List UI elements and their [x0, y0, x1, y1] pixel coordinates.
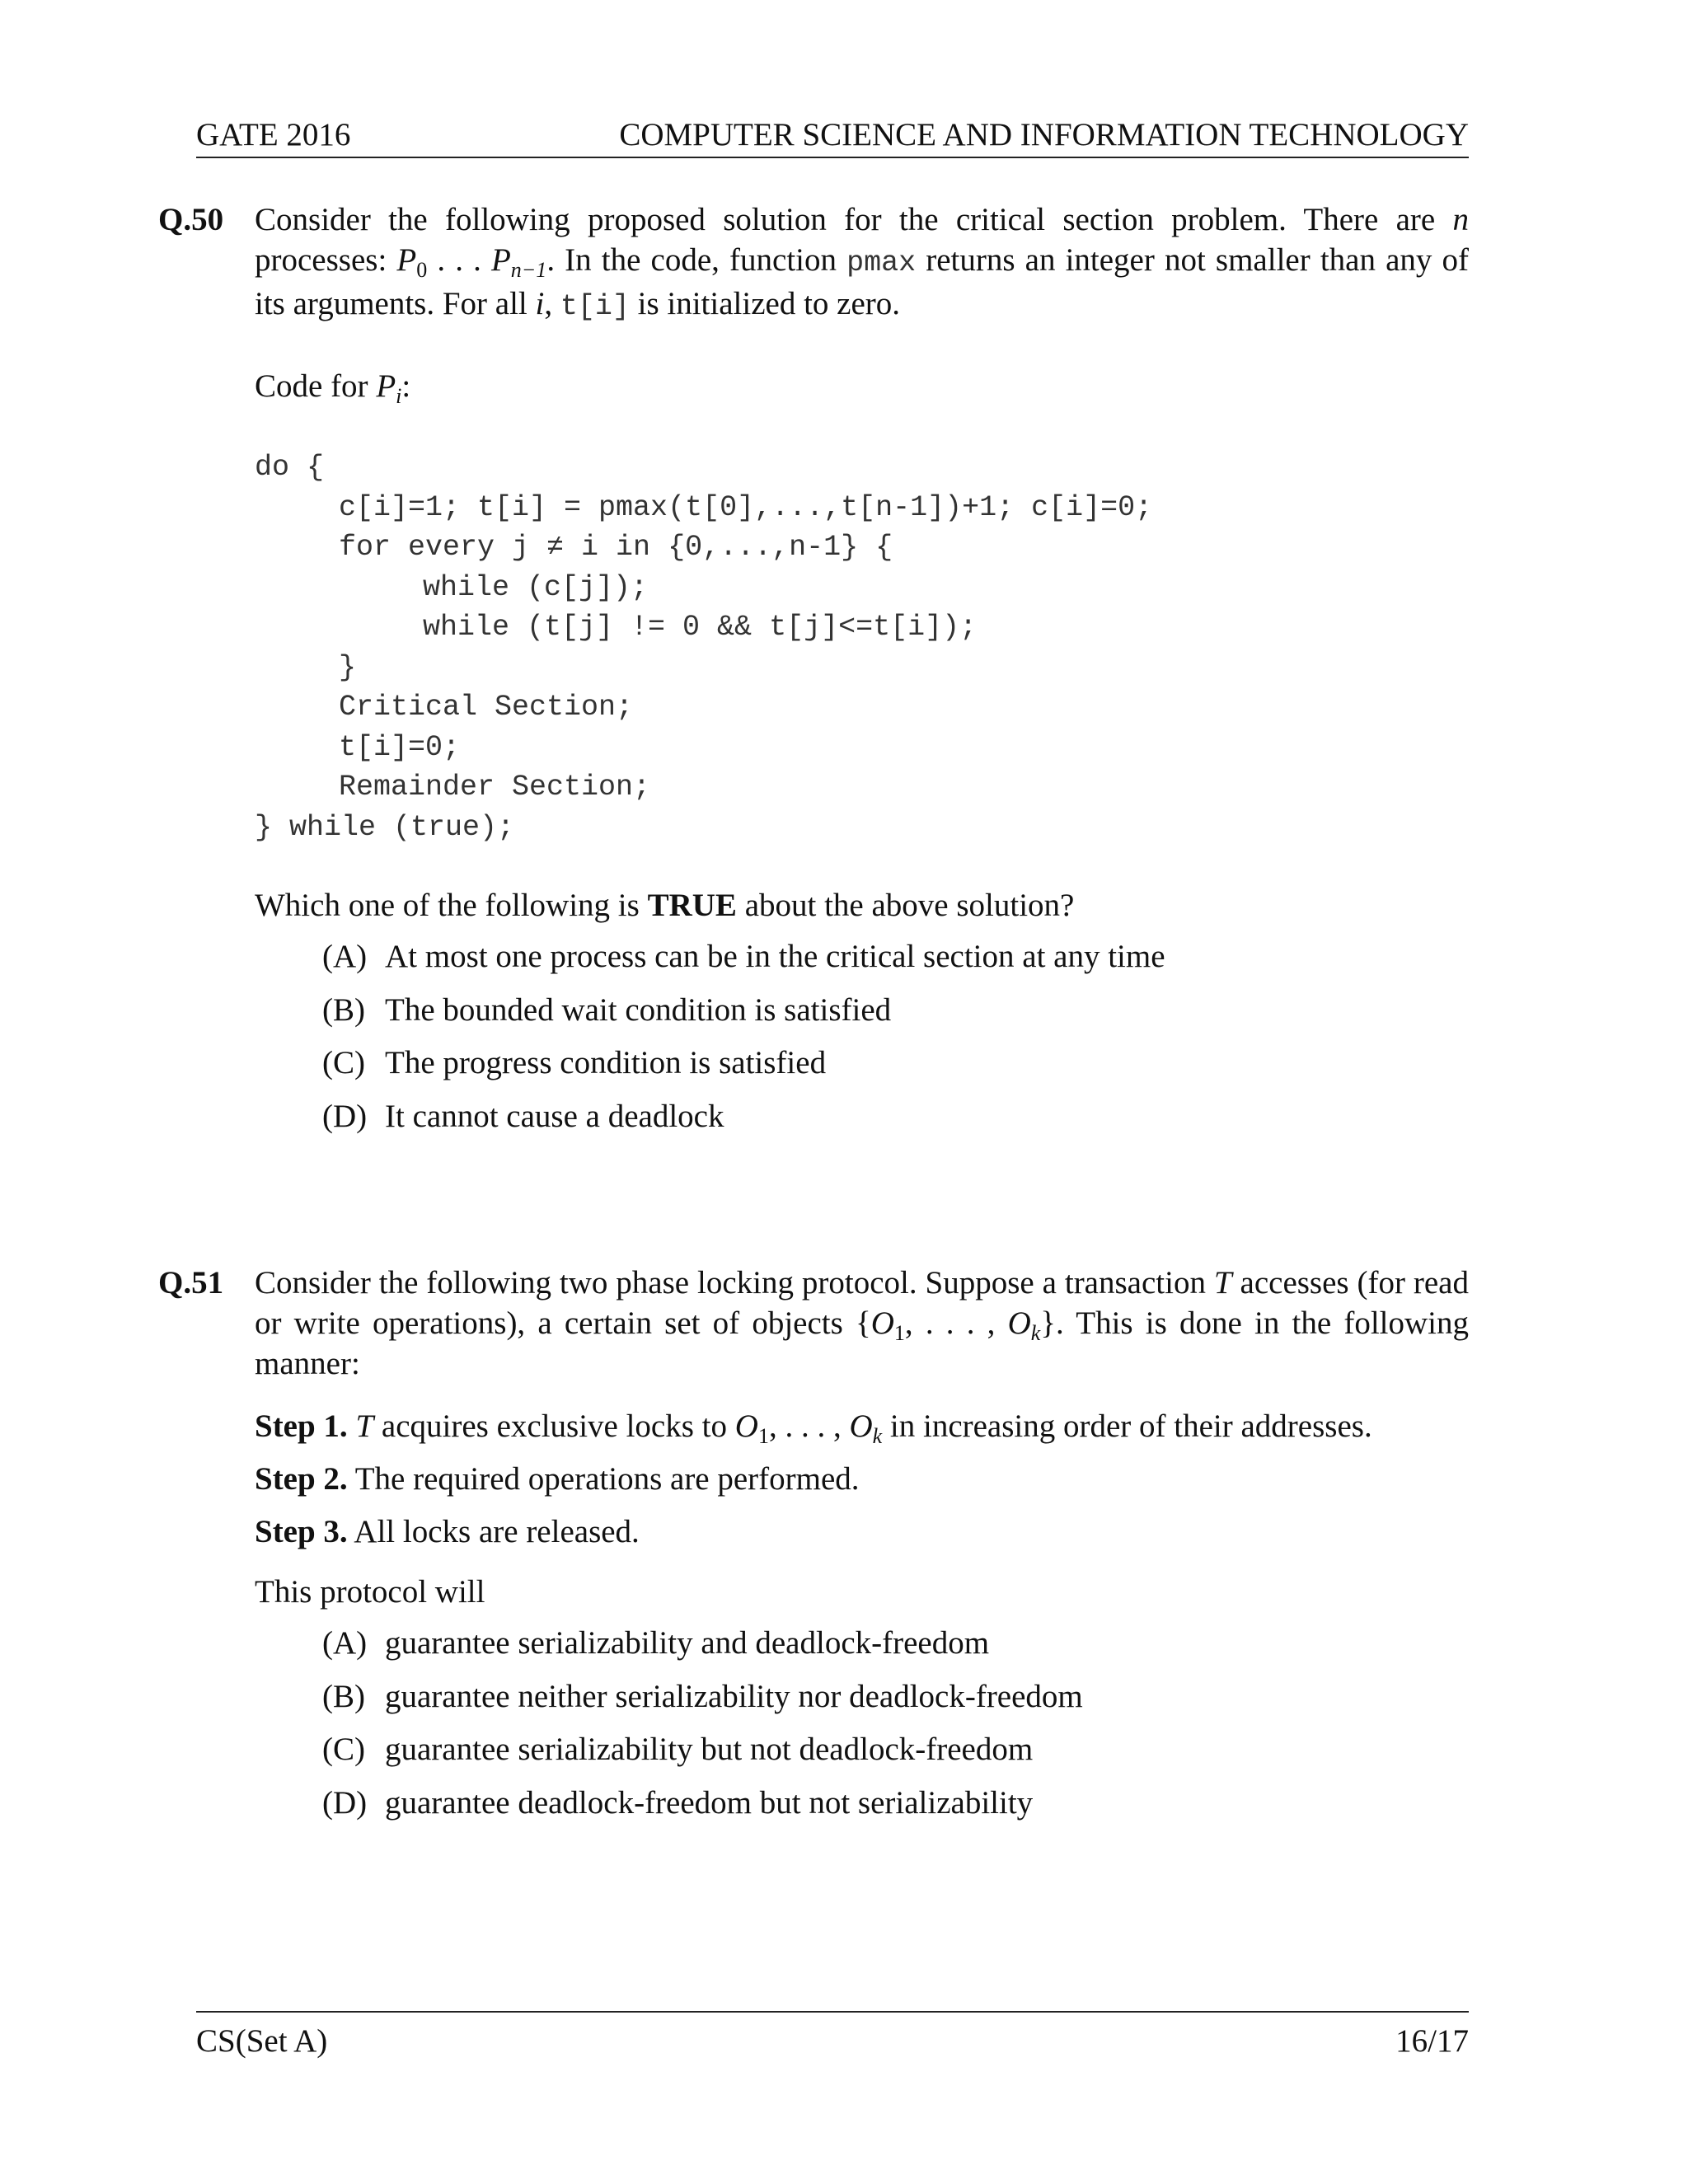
question-body: [255, 199, 1469, 1146]
code-line: c[i]=1; t[i] = pmax(t[0],...,t[n-1])+1; c[i]=0;: [339, 490, 1153, 524]
option-d: (D) It cannot cause a deadlock: [322, 1098, 724, 1134]
question-prompt: This protocol will: [255, 1574, 485, 1610]
question-body: [255, 1263, 1469, 1833]
code-for-label: Code for $P_i$:: [255, 368, 411, 408]
code-line: do {: [255, 451, 325, 484]
question-stem: Consider the following two phase locking protocol. Suppose a transaction T accesses (for read or write operations), a certain set of objects {$O_1$, . . . , $O_k$}. This is done in the following manner:: [255, 1265, 1469, 1381]
question-number: Q.50: [158, 202, 224, 237]
code-line: }: [339, 650, 357, 684]
code-line: Critical Section;: [339, 691, 634, 724]
protocol-steps: [255, 1404, 1469, 1562]
question-stem: Consider the following proposed solution for the critical section problem. There are n processes: $P_0$ . . . $P_{n-1}$. In the code, function pmax returns an integer not smaller than any of its arguments. For all i, t[i] is initialized to zero.: [255, 202, 1469, 323]
page-footer: [196, 2011, 1469, 2070]
answer-options: [255, 934, 1469, 1146]
step-3: Step 3. All locks are released.: [255, 1514, 640, 1549]
subject-title: COMPUTER SCIENCE AND INFORMATION TECHNOLOGY: [619, 117, 1469, 152]
code-line: while (c[j]);: [423, 570, 649, 604]
code-line: t[i]=0;: [339, 730, 461, 764]
set-label: CS(Set A): [196, 2023, 328, 2059]
code-line: while (t[j] != 0 && t[j]<=t[i]);: [423, 611, 978, 644]
question-prompt: Which one of the following is TRUE about the above solution?: [255, 888, 1075, 923]
option-b: (B) The bounded wait condition is satisfied: [322, 991, 892, 1028]
code-block: [255, 448, 1469, 847]
option-c: (C) The progress condition is satisfied: [322, 1045, 827, 1080]
page-number: 16/17: [1395, 2023, 1469, 2059]
code-line: for every j ≠ i in {0,...,n-1} {: [339, 531, 893, 564]
code-line: } while (true);: [255, 810, 515, 844]
step-1: Step 1. T acquires exclusive locks to $O_1$, . . . , $O_k$ in increasing order of their addresses.: [255, 1408, 1372, 1448]
option-d: (D) guarantee deadlock-freedom but not serializability: [322, 1784, 1034, 1821]
code-line: Remainder Section;: [339, 771, 651, 804]
page-header: [196, 114, 1469, 158]
answer-options: [255, 1620, 1469, 1833]
option-a: (A) At most one process can be in the critical section at any time: [322, 939, 1165, 974]
option-c: (C) guarantee serializability but not deadlock-freedom: [322, 1732, 1034, 1767]
question-number: Q.51: [158, 1265, 224, 1301]
exam-title: GATE 2016: [196, 117, 351, 152]
option-a: (A) guarantee serializability and deadlock-freedom: [322, 1625, 990, 1661]
option-b: (B) guarantee neither serializability nor deadlock-freedom: [322, 1678, 1083, 1714]
step-2: Step 2. The required operations are performed.: [255, 1461, 860, 1497]
